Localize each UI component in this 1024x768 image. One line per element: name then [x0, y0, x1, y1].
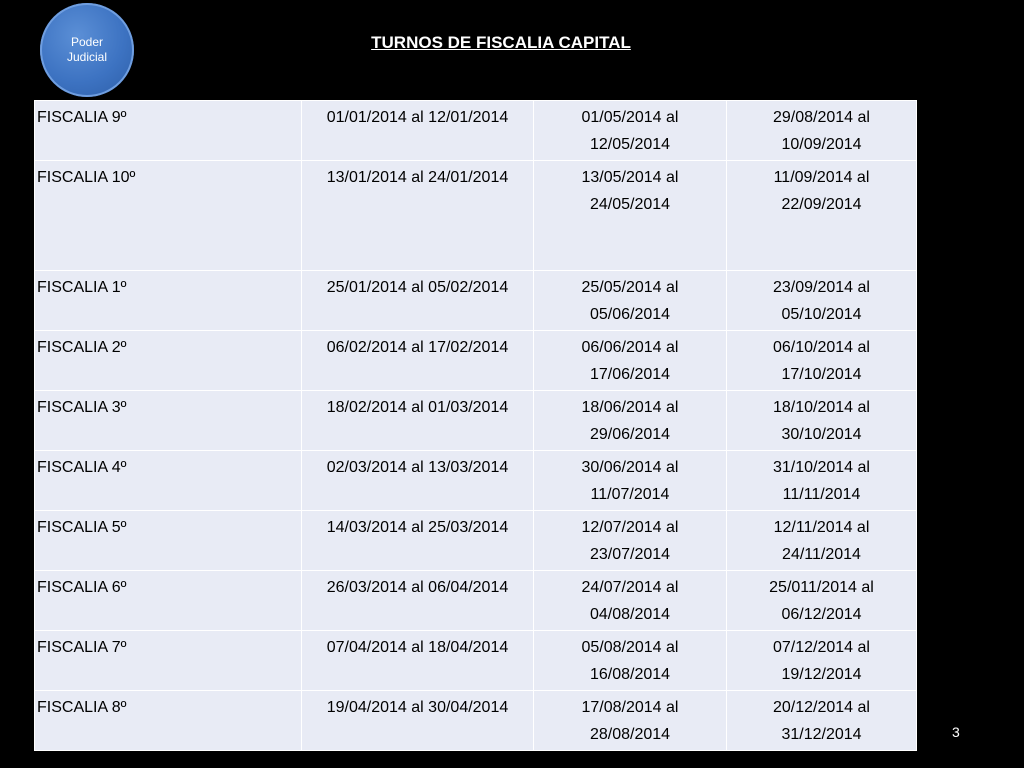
fiscalia-name-cell: FISCALIA 3º	[35, 391, 302, 451]
period-2-line-2: 23/07/2014	[589, 546, 671, 563]
period-3-cell	[727, 631, 917, 691]
period-2-cell	[534, 631, 727, 691]
period-2-line-1: 05/08/2014 al	[581, 639, 679, 656]
table-row	[35, 451, 917, 511]
fiscalia-name-cell: FISCALIA 7º	[35, 631, 302, 691]
period-2-cell	[534, 391, 727, 451]
logo-line-1: Poder	[70, 35, 104, 49]
table-row	[35, 101, 917, 161]
period-3-line-1: 29/08/2014 al	[773, 109, 870, 126]
period-2-line-2: 17/06/2014	[589, 366, 671, 383]
period-2-cell	[534, 271, 727, 331]
period-2-line-1: 01/05/2014 al	[581, 109, 679, 126]
period-2-cell	[534, 451, 727, 511]
period-1-cell: 25/01/2014 al 05/02/2014	[302, 271, 534, 331]
period-3-cell	[727, 571, 917, 631]
period-2-line-1: 12/07/2014 al	[581, 519, 679, 536]
period-2-line-1: 18/06/2014 al	[581, 399, 679, 416]
period-3-line-2: 30/10/2014	[781, 426, 862, 443]
period-3-cell	[727, 391, 917, 451]
logo-line-2: Judicial	[66, 50, 108, 64]
table-row	[35, 691, 917, 751]
period-3-line-2: 22/09/2014	[781, 196, 862, 213]
period-1-cell: 01/01/2014 al 12/01/2014	[302, 101, 534, 161]
table-row	[35, 161, 917, 271]
period-3-cell	[727, 451, 917, 511]
period-3-line-2: 05/10/2014	[781, 306, 862, 323]
period-3-line-1: 11/09/2014 al	[773, 169, 870, 186]
table-row	[35, 331, 917, 391]
period-3-cell	[727, 101, 917, 161]
table-row	[35, 571, 917, 631]
period-2-line-2: 04/08/2014	[589, 606, 671, 623]
period-2-line-2: 28/08/2014	[589, 726, 671, 743]
fiscalia-name-cell: FISCALIA 6º	[35, 571, 302, 631]
period-2-cell	[534, 511, 727, 571]
period-2-line-2: 05/06/2014	[589, 306, 671, 323]
table-row	[35, 391, 917, 451]
period-2-cell	[534, 331, 727, 391]
period-3-line-1: 12/11/2014 al	[773, 519, 870, 536]
period-3-line-2: 17/10/2014	[781, 366, 862, 383]
period-3-line-1: 20/12/2014 al	[773, 699, 870, 716]
period-2-line-2: 16/08/2014	[589, 666, 671, 683]
period-2-line-1: 13/05/2014 al	[581, 169, 679, 186]
period-3-line-1: 06/10/2014 al	[773, 339, 870, 356]
period-3-line-2: 10/09/2014	[781, 136, 862, 153]
period-1-cell: 18/02/2014 al 01/03/2014	[302, 391, 534, 451]
fiscalia-name-cell: FISCALIA 8º	[35, 691, 302, 751]
period-3-line-2: 06/12/2014	[781, 606, 862, 623]
table-row	[35, 631, 917, 691]
period-2-line-2: 11/07/2014	[590, 486, 670, 503]
period-3-line-2: 11/11/2014	[782, 486, 861, 503]
fiscalia-name-cell: FISCALIA 4º	[35, 451, 302, 511]
period-2-line-1: 24/07/2014 al	[581, 579, 679, 596]
period-3-line-1: 18/10/2014 al	[773, 399, 870, 416]
period-3-line-2: 31/12/2014	[781, 726, 862, 743]
period-2-line-1: 30/06/2014 al	[581, 459, 679, 476]
period-3-cell	[727, 161, 917, 271]
page-title: TURNOS DE FISCALIA CAPITAL	[371, 33, 631, 52]
period-2-line-2: 12/05/2014	[589, 136, 671, 153]
period-1-cell: 02/03/2014 al 13/03/2014	[302, 451, 534, 511]
period-3-cell	[727, 691, 917, 751]
period-3-cell	[727, 331, 917, 391]
fiscalia-name-cell: FISCALIA 9º	[35, 101, 302, 161]
period-3-cell	[727, 271, 917, 331]
period-2-line-2: 24/05/2014	[589, 196, 671, 213]
period-3-line-1: 25/011/2014 al	[769, 579, 874, 596]
period-1-cell: 14/03/2014 al 25/03/2014	[302, 511, 534, 571]
period-1-cell: 07/04/2014 al 18/04/2014	[302, 631, 534, 691]
period-3-line-1: 23/09/2014 al	[773, 279, 870, 296]
fiscalia-name-cell: FISCALIA 5º	[35, 511, 302, 571]
period-2-cell	[534, 161, 727, 271]
period-2-line-1: 06/06/2014 al	[581, 339, 679, 356]
period-3-line-2: 19/12/2014	[781, 666, 862, 683]
period-2-line-2: 29/06/2014	[589, 426, 671, 443]
period-2-cell	[534, 571, 727, 631]
period-3-cell	[727, 511, 917, 571]
fiscalia-name-cell: FISCALIA 1º	[35, 271, 302, 331]
period-1-cell: 06/02/2014 al 17/02/2014	[302, 331, 534, 391]
period-2-cell	[534, 691, 727, 751]
period-3-line-1: 31/10/2014 al	[773, 459, 870, 476]
period-2-cell	[534, 101, 727, 161]
period-1-cell: 19/04/2014 al 30/04/2014	[302, 691, 534, 751]
period-3-line-2: 24/11/2014	[782, 546, 861, 563]
period-2-line-1: 17/08/2014 al	[581, 699, 679, 716]
page-number: 3	[952, 724, 960, 740]
period-1-cell: 26/03/2014 al 06/04/2014	[302, 571, 534, 631]
fiscalia-name-cell: FISCALIA 2º	[35, 331, 302, 391]
table-row	[35, 511, 917, 571]
period-2-line-1: 25/05/2014 al	[581, 279, 679, 296]
table-row	[35, 271, 917, 331]
period-1-cell: 13/01/2014 al 24/01/2014	[302, 161, 534, 271]
period-3-line-1: 07/12/2014 al	[773, 639, 870, 656]
fiscalia-name-cell: FISCALIA 10º	[35, 161, 302, 271]
turnos-table	[34, 100, 917, 751]
